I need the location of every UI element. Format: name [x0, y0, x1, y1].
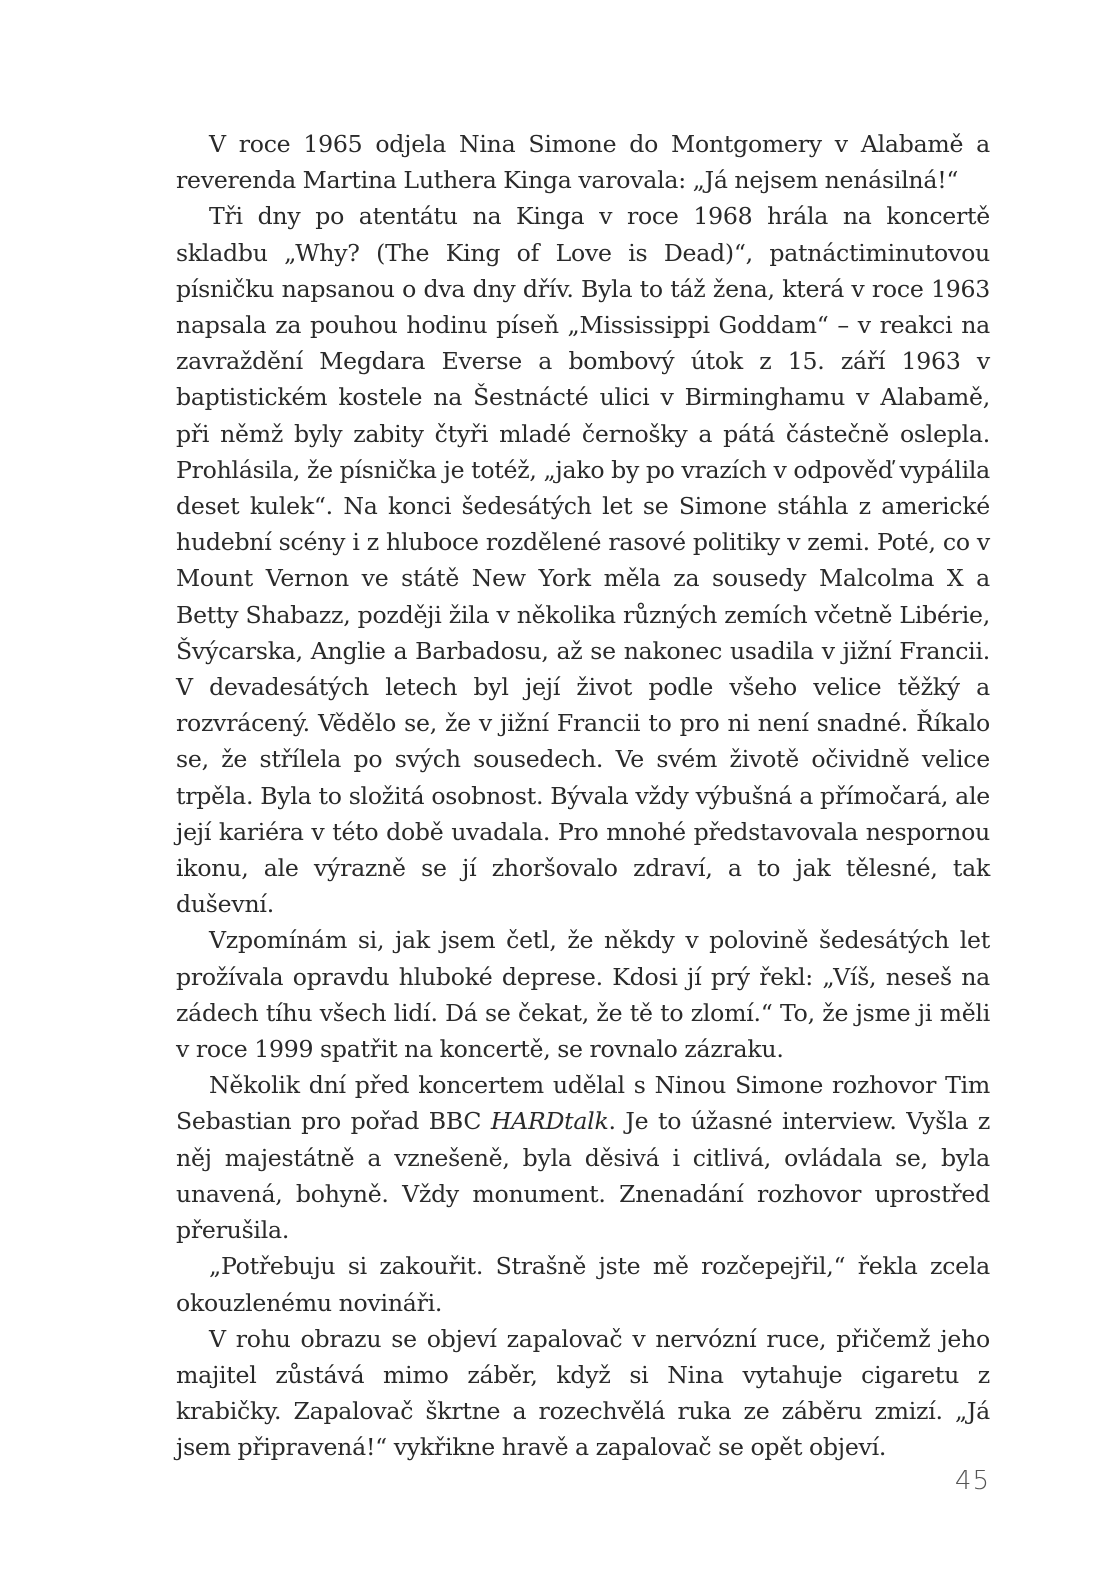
paragraph-4-text-before: Několik dní před koncertem udělal s Ninou Simone rozhovor Tim Sebastian pro pořad BBC [176, 1071, 990, 1136]
paragraph-6: V rohu obrazu se objeví zapalovač v nervózní ruce, přičemž jeho majitel zůstává mimo záběr, když si Nina vytahuje cigaretu z krabičky. Zapalovač škrtne a rozechvělá ruka ze záběru zmizí. „Já jsem připravená!“ vykřikne hravě a zapalovač se opět objeví. [176, 1324, 990, 1462]
program-title-italic: HARDtalk [490, 1107, 609, 1136]
body-text [176, 126, 990, 1466]
paragraph-4-text-after: . Je to úžasné interview. Vyšla z něj majestátně a vznešeně, byla děsivá i citlivá, ovládala se, byla unavená, bohyně. Vždy monument. Znenadání rozhovor uprostřed přerušila. [176, 1107, 991, 1245]
paragraph-3: Vzpomínám si, jak jsem četl, že někdy v polovině šedesátých let prožívala opravdu hluboké deprese. Kdosi jí prý řekl: „Víš, neseš na zádech tíhu všech lidí. Dá se čekat, že tě to zlomí.“ To, že jsme ji měli v roce 1999 spatřit na koncertě, se rovnalo zázraku. [176, 926, 990, 1064]
paragraph-2: Tři dny po atentátu na Kinga v roce 1968 hrála na koncertě skladbu „Why? (The King of Love is Dead)“, patnáctiminutovou písničku napsanou o dva dny dřív. Byla to táž žena, která v roce 1963 napsala za pouhou hodinu píseň „Mississippi Goddam“ – v reakci na zavraždění Megdara Everse a bombový útok z 15. září 1963 v baptistickém kostele na Šestnácté ulici v Birminghamu v Alabamě, při němž byly zabity čtyři mladé černošky a pátá částečně oslepla. Prohlásila, že písnička je totéž, „jako by po vrazích v odpověď vypálila deset kulek“. Na konci šedesátých let se Simone stáhla z americké hudební scény i z hluboce rozdělené rasové politiky v zemi. Poté, co v Mount Vernon ve státě New York měla za sousedy Malcolma X a Betty Shabazz, později žila v několika různých zemích včetně Libérie, Švýcarska, Anglie a Barbadosu, až se nakonec usadila v jižní Francii. V devadesátých letech byl její život podle všeho velice těžký a rozvrácený. Vědělo se, že v jižní Francii to pro ni není snadné. Říkalo se, že střílela po svých sousedech. Ve svém životě očividně velice trpěla. Byla to složitá osobnost. Bývala vždy výbušná a přímočará, ale její kariéra v této době uvadala. Pro mnohé představovala nespornou ikonu, ale výrazně se jí zhoršovalo zdraví, a to jak tělesné, tak duševní. [176, 202, 990, 919]
paragraph-4 [176, 1067, 990, 1248]
paragraph-5: „Potřebuju si zakouřit. Strašně jste mě rozčepejřil,“ řekla zcela okouzlenému novináři. [176, 1252, 990, 1317]
paragraph-1: V roce 1965 odjela Nina Simone do Montgomery v Alabamě a reverenda Martina Luthera Kinga varovala: „Já nejsem nenásilná!“ [176, 130, 990, 195]
page-number: 45 [954, 1466, 990, 1496]
